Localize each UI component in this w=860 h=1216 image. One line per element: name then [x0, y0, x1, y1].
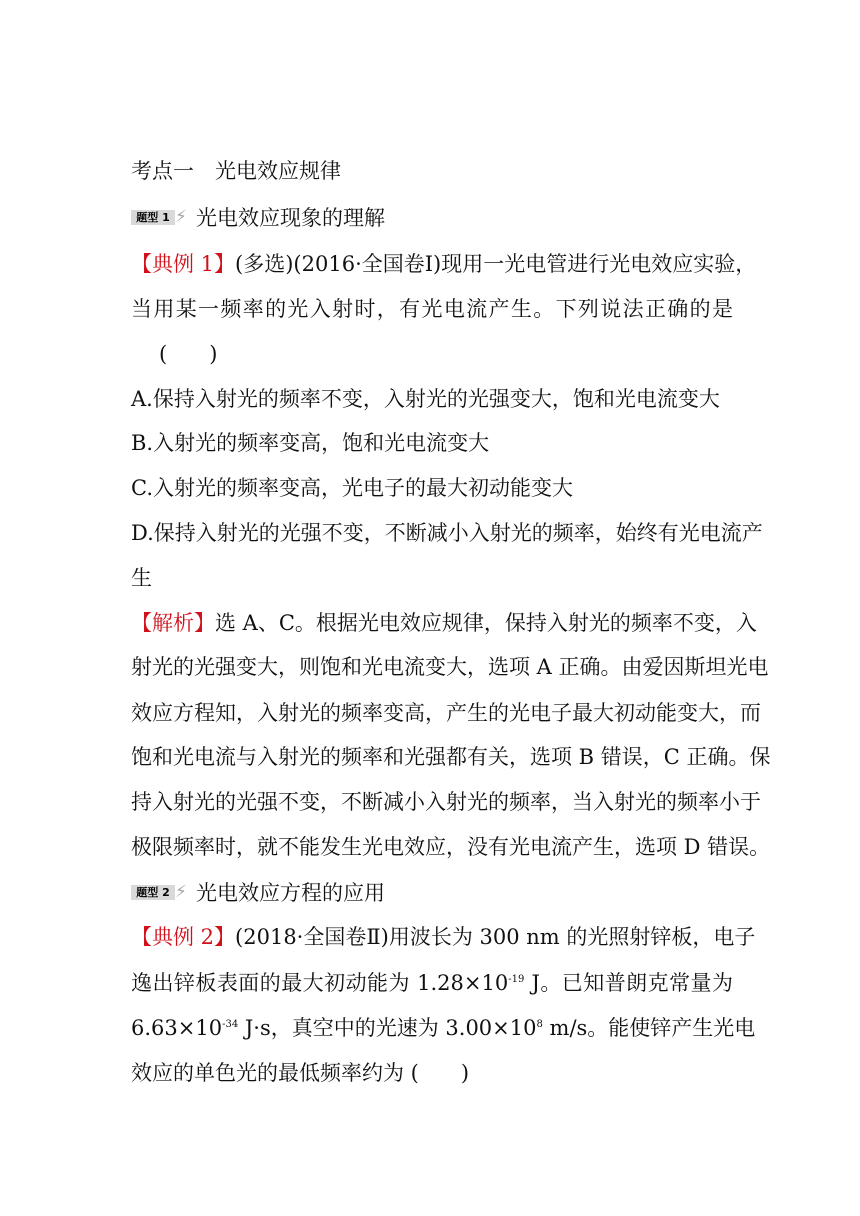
example-2-line-4: 效应的单色光的最低频率约为 ( )	[131, 1061, 470, 1085]
question-type-label: 题型 2	[131, 885, 175, 900]
answer-blank: ( )	[159, 342, 218, 366]
question-type-title-1: 光电效应现象的理解	[196, 206, 385, 230]
option-d-line-2: 生	[131, 566, 152, 590]
section-heading: 考点一 光电效应规律	[131, 159, 341, 183]
exponent: -19	[508, 974, 525, 985]
analysis-line-4: 饱和光电流与入射光的频率和光强都有关，选项 B 错误，C 正确。保	[131, 745, 771, 769]
example-1-line-2: 当用某一频率的光入射时，有光电流产生。下列说法正确的是	[131, 297, 733, 321]
option-a: A.保持入射光的频率不变，入射光的光强变大，饱和光电流变大	[131, 387, 720, 411]
option-b: B.入射光的频率变高，饱和光电流变大	[131, 431, 490, 455]
analysis-line-3: 效应方程知，入射光的频率变高，产生的光电子最大初动能变大，而	[131, 701, 761, 725]
exponent: 8	[536, 1019, 543, 1030]
example-2-line-1: 【典例 2】(2018·全国卷Ⅱ)用波长为 300 nm 的光照射锌板，电子	[131, 925, 756, 949]
question-type-tag-2	[131, 881, 185, 903]
option-d-line-1: D.保持入射光的光强不变，不断减小入射光的频率，始终有光电流产	[131, 521, 763, 545]
example-2-line-2: 逸出锌板表面的最大初动能为 $1.28\times 10^{-19}$ J。已知普朗克常量为	[131, 971, 734, 995]
analysis-label: 【解析】	[131, 611, 215, 635]
question-type-label: 题型 1	[131, 210, 175, 225]
example-2-label: 【典例 2】	[131, 925, 236, 949]
lightning-icon: ⚡	[175, 207, 187, 227]
example-2-line-3: $6.63\times 10^{-34}$ J·s，真空中的光速为 $3.00\times 10^8$ m/s。能使锌产生光电	[131, 1016, 756, 1040]
analysis-line-2: 射光的光强变大，则饱和光电流变大，选项 A 正确。由爱因斯坦光电	[131, 655, 769, 679]
exponent: -34	[222, 1019, 239, 1030]
question-type-title-2: 光电效应方程的应用	[196, 881, 385, 905]
question-type-tag-1	[131, 206, 185, 228]
lightning-icon: ⚡	[175, 882, 187, 902]
example-1-line-1: 【典例 1】(多选)(2016·全国卷Ⅰ)现用一光电管进行光电效应实验，	[131, 252, 757, 276]
analysis-line-6: 极限频率时，就不能发生光电效应，没有光电流产生，选项 D 错误。	[131, 835, 771, 859]
option-c: C.入射光的频率变高，光电子的最大初动能变大	[131, 476, 573, 500]
analysis-line-1: 【解析】选 A、C。根据光电效应规律，保持入射光的频率不变，入	[131, 611, 757, 635]
analysis-line-5: 持入射光的光强不变，不断减小入射光的频率，当入射光的频率小于	[131, 790, 761, 814]
example-1-label: 【典例 1】	[131, 252, 236, 276]
